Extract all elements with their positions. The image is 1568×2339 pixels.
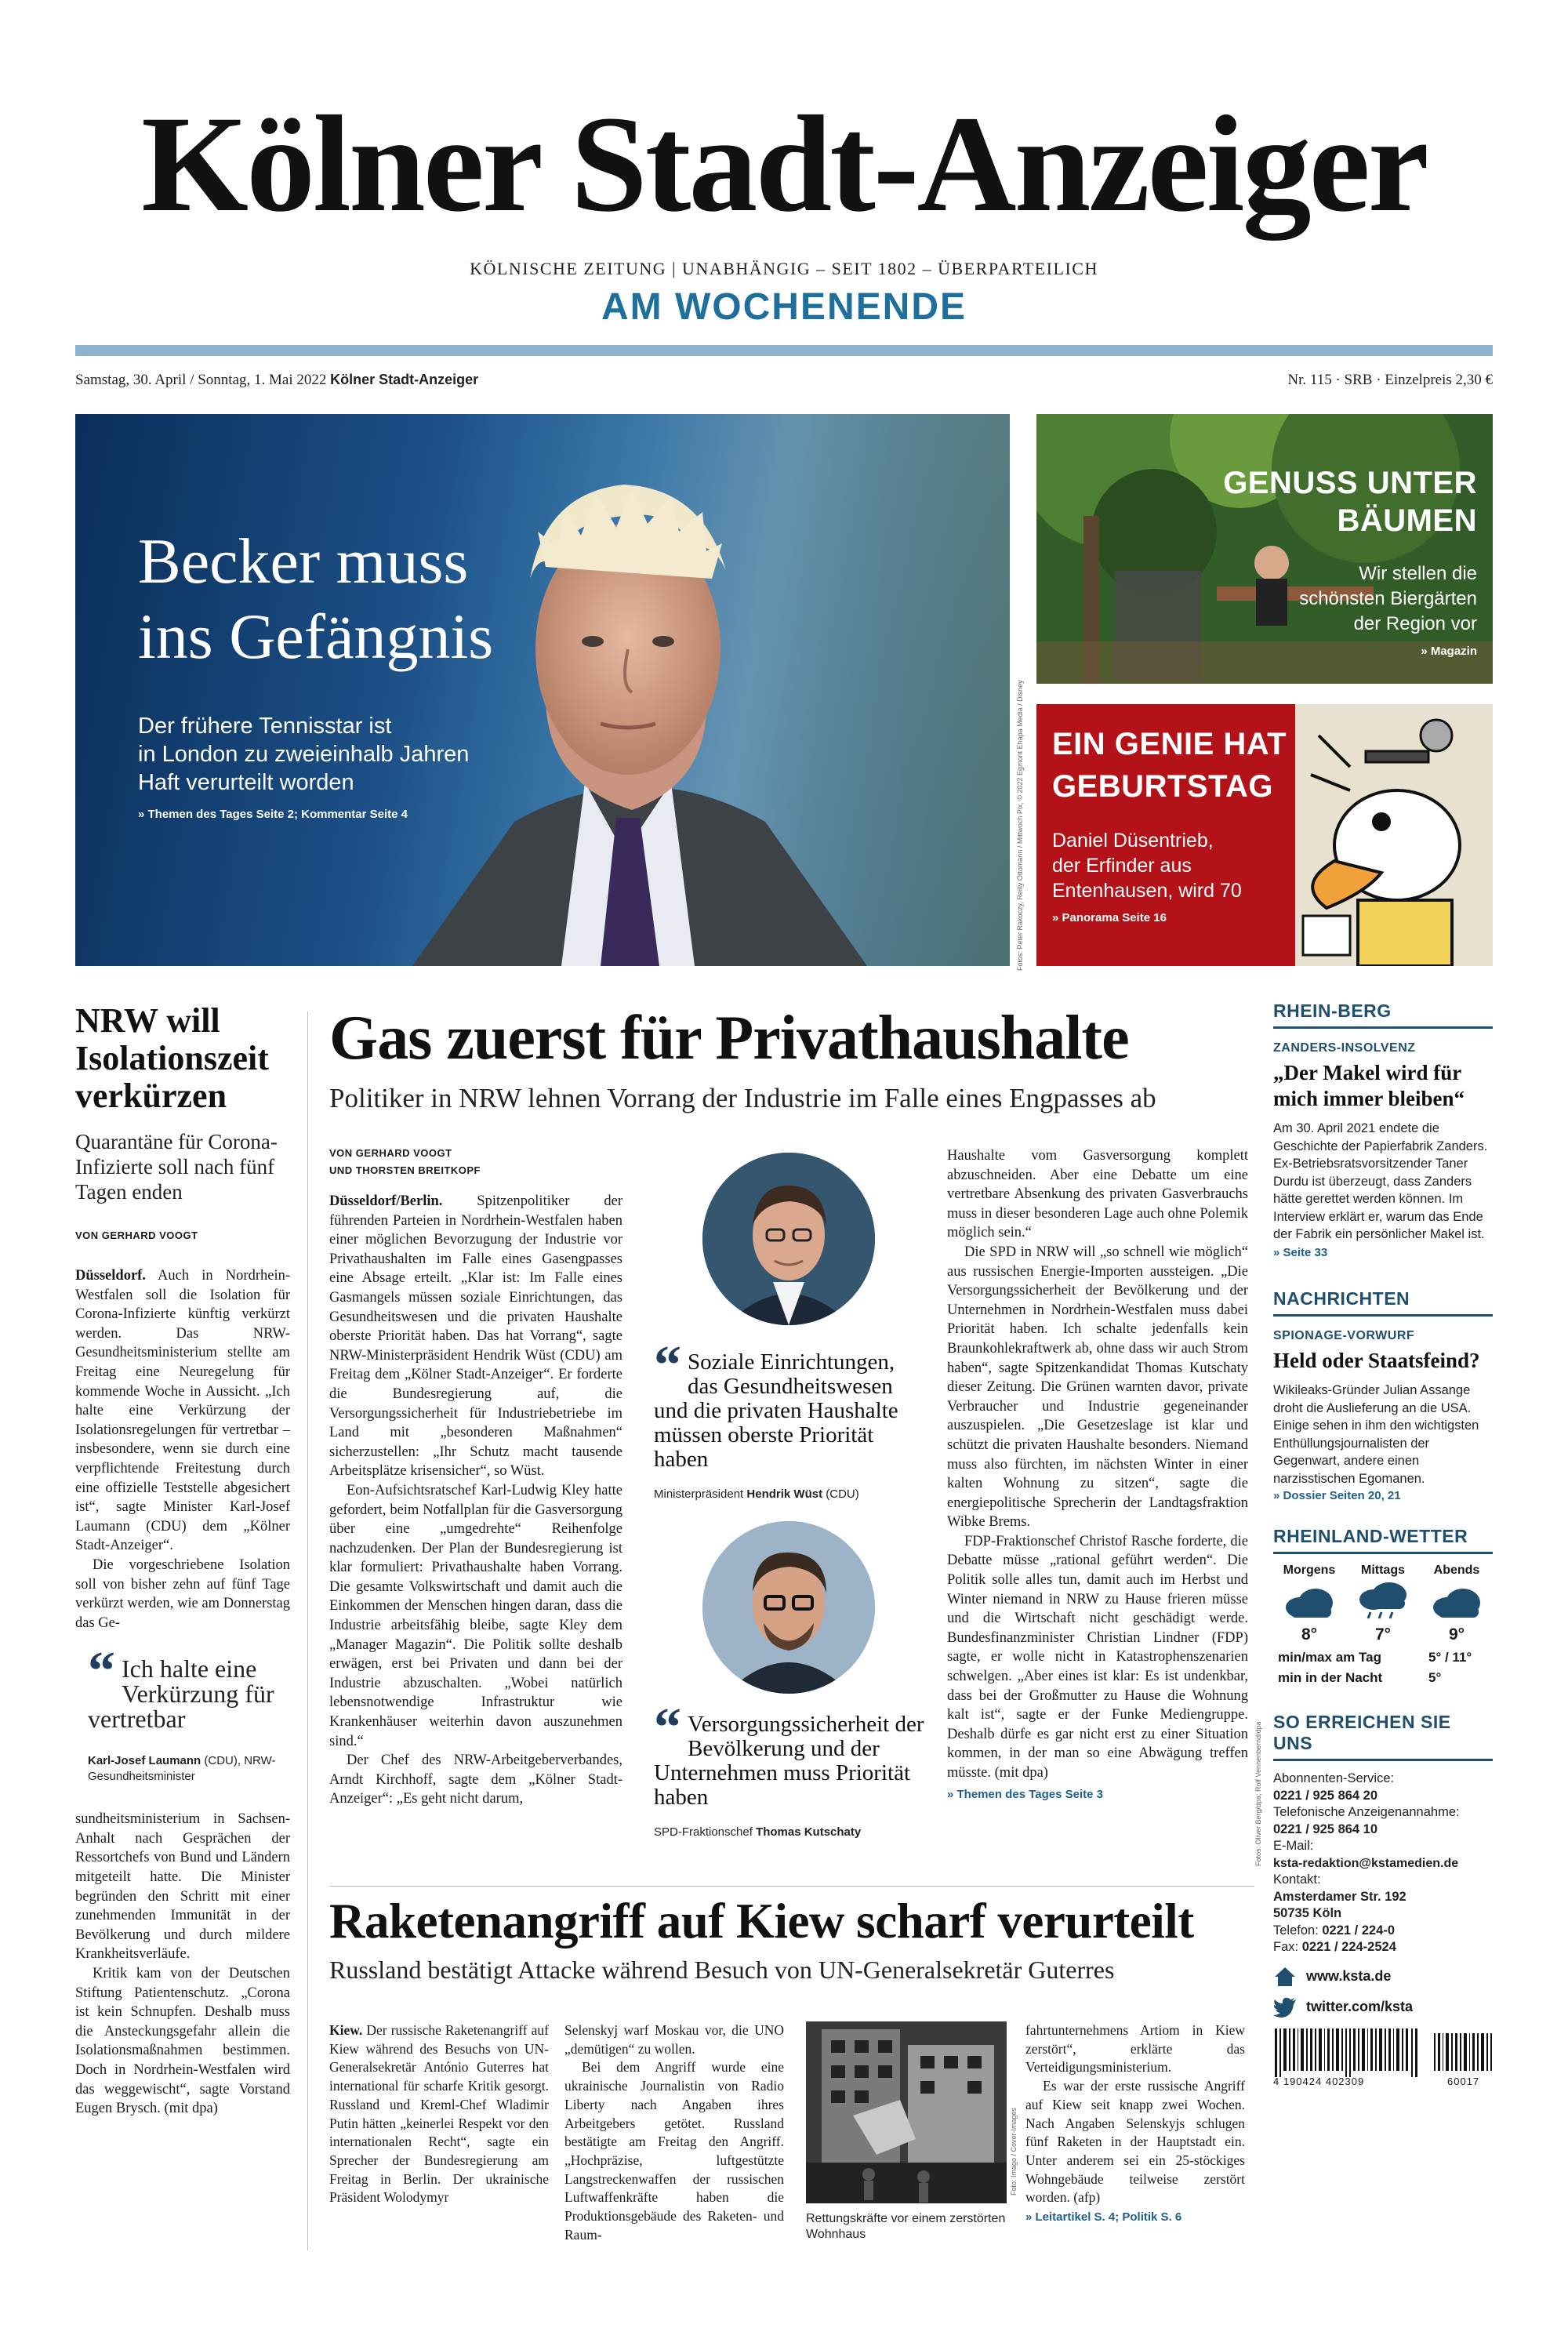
barcode-number: 4 190424 402309 — [1273, 2075, 1365, 2087]
sidebar-news-text: Wikileaks-Gründer Julian Assange droht die Auslieferung an die USA. Einige sehen in ihm den wichtigsten Enthüllungsjournalisten der Gegenwart, andere einen narzisstischen Egomanen. — [1273, 1383, 1479, 1486]
promo-biergarten-text-1: Wir stellen die — [1359, 563, 1477, 584]
main-story-dateline: Düsseldorf/Berlin. — [329, 1193, 443, 1209]
kyiv-story-deck: Russland bestätigt Attacke während Besuch von UN-Generalsekretär Guterres — [329, 1956, 1115, 1984]
biergarten-photo — [1036, 414, 1493, 684]
hero-headline — [138, 524, 493, 674]
sidebar-rheinberg-kicker: ZANDERS-INSOLVENZ — [1273, 1041, 1416, 1055]
quote-mark-icon: “ — [88, 1641, 115, 1702]
promo-duesentrieb-text — [1052, 828, 1242, 903]
kyiv-story-ref[interactable]: » Leitartikel S. 4; Politik S. 6 — [1025, 2210, 1182, 2225]
promo-biergarten-ref[interactable]: » Magazin — [1421, 645, 1477, 658]
weather-period-label: Mittags — [1361, 1564, 1405, 1577]
column-divider — [307, 1012, 308, 2250]
left-story-deck: Quarantäne für Corona-Infizierte soll nach fünf Tagen enden — [75, 1130, 278, 1204]
hero-teaser-line-3: Haft verurteilt worden — [138, 770, 354, 795]
main-story-p6: FDP-Fraktionschef Christof Rasche forderte, die Debatte müsse „rational geführt werden“. Die Politik solle alles tun, damit auch im Herbst und Winter niemand in NRW zu Hause frieren müsse und die Wirtschaft nicht geschädigt werde. Bundesfinanzminister Christian Lindner (FDP) sagte, er wolle nicht in Katastrophenszenarien schwelgen. „Aber eines ist klar: Es ist undenkbar, dass bei der Großmutter zu Hause die Wohnung kalt ist“, sagte er der Funke Mediengruppe. Deshalb dürfe es gar nicht erst zu einer Situation kommen, in der man so eine Abwägung treffen müsste. (mit dpa) — [947, 1533, 1248, 1781]
quote-wuest-text: Soziale Einrichtungen, das Gesundheitswesen und die privaten Haushalte müssen oberste Priorität haben — [654, 1349, 898, 1472]
kyiv-story-p5: Es war der erste russische Angriff auf Kiew seit knapp zwei Wochen. Nach Angaben Selenskyjs schlugen fünf Raketen in der Hauptstadt ein. Unter anderem sei ein 25-stöckiges Wohngebäude teilweise zerstört worden. (afp) — [1025, 2078, 1245, 2206]
weather-period-label: Abends — [1433, 1564, 1480, 1577]
promo-biergarten-title-1: GENUSS UNTER — [1223, 466, 1477, 500]
sidebar-rule — [1273, 1759, 1493, 1761]
cloud-icon — [1279, 1582, 1339, 1622]
issue-date: Samstag, 30. April / Sonntag, 1. Mai 2022 — [75, 372, 327, 388]
contact-label: Kontakt: — [1273, 1872, 1321, 1887]
barcode-bars — [1273, 2028, 1493, 2077]
weather-period-label: Morgens — [1283, 1564, 1336, 1577]
weather-temp: 9° — [1448, 1625, 1465, 1643]
promo-duesentrieb-ref[interactable]: » Panorama Seite 16 — [1052, 911, 1167, 924]
main-story-p2: Eon-Aufsichtsratschef Karl-Ludwig Kley hatte gefordert, beim Notfallplan für die Gasversorgung über eine „umgedrehte“ Reihenfolge nachzudenken. Der Plan der Bundesregierung ist klar formuliert: Privathaushalte haben Vorrang. Die gesamte Volkswirtschaft und damit auch die Einkommen der Menschen hingen daran, dass die Industrie arbeitsfähig bleibe, sagte Kley dem „Manager Magazin“. Die Politik sollte deshalb erwägen, erst bei Privaten und dann bei der Industrie abzuschalten. „Wobei natürlich lebensnotwendige Infrastruktur wie Krankenhäuser weiterhin davon auszunehmen sind.“ — [329, 1482, 622, 1749]
sidebar-rheinberg-text — [1273, 1120, 1493, 1262]
promo-duesentrieb-text-2: der Erfinder aus — [1052, 855, 1192, 877]
sidebar-news-title[interactable]: Held oder Staatsfeind? — [1273, 1349, 1480, 1372]
abo-phone[interactable]: 0221 / 925 864 20 — [1273, 1788, 1378, 1803]
promo-duesentrieb-title — [1052, 723, 1287, 808]
left-story-body-1 — [75, 1266, 290, 1633]
issue-info: Nr. 115 · SRB · Einzelpreis 2,30 € — [1287, 372, 1493, 388]
main-story-p5: Die SPD in NRW will „so schnell wie möglich“ aus russischen Energie-Importen aussteigen. „Die Versorgungssicherheit der Bevölkerung und der Unternehmen in Nordrhein-Westfalen muss dabei Priorität haben. Ich schalte jedenfalls kein Braunkohlekraftwerk ab, ohne dass wir auch Strom haben“, sagte Spitzenkandidat Thomas Kutschaty dieser Zeitung. Die Grünen warnten davor, private Verbraucher und Industrie gegeneinander auszuspielen. „Die Gesetzeslage ist klar und schützt die privaten Haushalte besonders. Niemand muss also fürchten, im nächsten Winter in einer kalten Wohnung zu sitzen“, sagte die energiepolitische Sprecherin der Landtagsfraktion Wibke Brems. — [947, 1244, 1248, 1531]
sidebar-rheinberg-title[interactable]: „Der Makel wird für mich immer bleiben“ — [1273, 1061, 1465, 1110]
fax-label: Fax: — [1273, 1940, 1302, 1954]
quote-wuest-name: Hendrik Wüst — [746, 1487, 823, 1501]
main-story-col-3 — [947, 1146, 1248, 1801]
contact-city: 50735 Köln — [1273, 1906, 1342, 1920]
hero-photo-credit: Fotos: Peter Rakoczy, Reilly Ottomann / Mittwoch Pix, © 2022 Egmont Ehapa Media / Disney — [1016, 680, 1024, 971]
kyiv-story-p2: Selenskyj warf Moskau vor, die UNO „demütigen“ zu wollen. — [564, 2022, 784, 2057]
hero-refs[interactable]: » Themen des Tages Seite 2; Kommentar Seite 4 — [138, 808, 408, 821]
left-story-p1: Auch in Nordrhein-Westfalen soll die Isolation für Corona-Infizierte künftig verkürzt werden. Das NRW-Gesundheitsministerium stellte am Freitag eine Neuregelung für kommende Woche in Aussicht. „Ich halte eine Verkürzung der Isolationsregelungen für vertretbar – insbesondere, wenn sie durch eine verpflichtende Freitestung durch eine offizielle Teststelle abgesichert ist“, sagte Minister Karl-Josef Laumann (CDU) dem „Kölner Stadt-Anzeiger“. — [75, 1268, 290, 1554]
quote-wuest-party: (CDU) — [822, 1487, 859, 1501]
sidebar-news-kicker: SPIONAGE-VORWURF — [1273, 1329, 1415, 1342]
promo-biergarten-text-2: schönsten Biergärten — [1299, 588, 1477, 609]
promo-duesentrieb-title-1: EIN GENIE HAT — [1052, 727, 1287, 761]
kyiv-story-col-2 — [564, 2021, 784, 2244]
left-story-headline[interactable]: NRW will Isolationszeit verkürzen — [75, 1001, 269, 1115]
weather-night-value: 5° — [1428, 1670, 1442, 1685]
cloud-icon — [1427, 1582, 1486, 1622]
kyiv-story — [329, 1891, 1270, 1985]
abo-label: Abonnenten-Service: — [1273, 1771, 1395, 1785]
hero-becker[interactable] — [75, 414, 1010, 966]
main-story-p1: Spitzenpolitiker der führenden Parteien in Nordrhein-Westfalen haben einer möglichen Bevorzugung der Industrie vor Privathaushalten im Falle eines Gasengpasses eine Absage erteilt. „Klar ist: Im Falle eines Gasmangels müssen soziale Einrichtungen, das Gesundheitswesen und die privaten Haushalte oberste Priorität haben. Das hat Vorrang“, sagte NRW-Ministerpräsident Hendrik Wüst (CDU) am Freitag dem „Kölner Stadt-Anzeiger“. Er forderte die Bundesregierung auf, die Versorgungssicherheit für Industriebetriebe im Land mit „besonderen Maßnahmen“ sicherzustellen: „Ihr Schutz macht tausende Arbeitsplätze krisensicher“, so Wüst. — [329, 1193, 622, 1480]
promo-duesentrieb-title-2: GEBURTSTAG — [1052, 769, 1274, 804]
weather-morning — [1276, 1564, 1342, 1644]
contact-street: Amsterdamer Str. 192 — [1273, 1889, 1406, 1904]
sidebar-weather-heading: RHEINLAND-WETTER — [1273, 1526, 1468, 1546]
promo-biergarten-text — [1299, 561, 1477, 637]
main-story-byline — [329, 1145, 622, 1179]
left-story-p4: Kritik kam von der Deutschen Stiftung Patientenschutz. „Corona ist kein Schnupfen. Deshalb muss die Ansteckungsgefahr allein die Isolationsmaßnahmen bestimmen. Doch in Nordrhein-Westfalen wird das weggewischt“, sagte Vorstand Eugen Brysch. (mit dpa) — [75, 1966, 290, 2117]
main-story-byline-1: VON GERHARD VOOGT — [329, 1147, 452, 1159]
barcode — [1273, 2028, 1493, 2090]
quote-kutschaty — [654, 1698, 925, 1810]
website-link[interactable] — [1273, 1966, 1493, 1988]
main-story-p3: Der Chef des NRW-Arbeitgeberverbandes, Arndt Kirchhoff, sagte dem „Kölner Stadt-Anzeiger“: „Es geht nicht darum, — [329, 1752, 622, 1807]
sidebar-rule — [1273, 1026, 1493, 1029]
contact-block — [1273, 1771, 1493, 1956]
main-story-col-1 — [329, 1145, 622, 1809]
left-story-p3: sundheitsministerium in Sachsen-Anhalt nach Gesprächen der Ressortchefs von Bund und Ländern mitgeteilt hatte. Die Minister begründen den Schritt mit einer zunehmenden Immunität in der Bevölkerung und durch mildere Krankheitsverläufe. — [75, 1811, 290, 1963]
kyiv-story-dateline: Kiew. — [329, 2022, 363, 2038]
left-story-quote-role: (CDU), NRW-Gesundheitsminister — [88, 1754, 276, 1784]
kyiv-story-col-1 — [329, 2021, 549, 2207]
quote-wuest-role: Ministerpräsident — [654, 1487, 747, 1501]
email-label: E-Mail: — [1273, 1839, 1314, 1853]
left-story-body-2 — [75, 1810, 290, 2119]
kyiv-photo — [806, 2021, 1007, 2203]
sidebar-contact-heading: SO ERREICHEN SIE UNS — [1273, 1712, 1451, 1753]
masthead-title: Kölner Stadt-Anzeiger — [141, 88, 1427, 241]
promo-duesentrieb-text-1: Daniel Düsentrieb, — [1052, 830, 1214, 852]
email-address[interactable]: ksta-redaktion@kstamedien.de — [1273, 1856, 1459, 1870]
hero-teaser-line-2: in London zu zweieinhalb Jahren — [138, 742, 470, 767]
masthead-rule — [75, 345, 1493, 356]
sidebar-rheinberg-body: Am 30. April 2021 endete die Geschichte der Papierfabrik Zanders. Ex-Betriebsratsvorsitzender Taner Durdu ist überzeugt, dass Zanders hätte gerettet werden können. Im Interview erklärt er, warum das Ende der Fabrik ein persönlicher Makel ist. — [1273, 1121, 1488, 1241]
promo-biergarten[interactable] — [1036, 414, 1493, 684]
kyiv-story-headline[interactable]: Raketenangriff auf Kiew scharf verurteilt — [329, 1894, 1194, 1949]
barcode-addon: 60017 — [1447, 2075, 1480, 2087]
kyiv-story-p3: Bei dem Angriff wurde eine ukrainische Journalistin von Radio Liberty nach Angaben ihres Arbeitgebers getötet. Russland bestätigte am Freitag den Angriff. „Hochpräzise, luftgestützte Langstreckenwaffen der russischen Luftwaffenkräfte haben die Produktionsgebäude des Raketen- und Raum- — [564, 2059, 784, 2243]
masthead-subtitle: KÖLNISCHE ZEITUNG | UNABHÄNGIG – SEIT 1802 – ÜBERPARTEILICH — [470, 259, 1098, 278]
main-story-photo-credit: Fotos: Oliver Berg/dpa; Rolf Vennenbernd/dpa — [1254, 1721, 1262, 1866]
dateline — [75, 372, 859, 389]
hero-teaser-line-1: Der frühere Tennisstar ist — [138, 714, 392, 739]
sidebar-rule — [1273, 1552, 1493, 1554]
quote-kutschaty-name: Thomas Kutschaty — [756, 1825, 862, 1839]
left-story-p2: Die vorgeschriebene Isolation soll von bisher zehn auf fünf Tage verkürzt werden, wie am Donnerstag das Ge- — [75, 1556, 290, 1631]
quote-mark-icon: “ — [654, 1335, 681, 1396]
weather-day-label: min/max am Tag — [1278, 1650, 1381, 1665]
edition-label: AM WOCHENENDE — [601, 286, 967, 328]
weather-grid — [1273, 1564, 1493, 1644]
main-story-deck: Politiker in NRW lehnen Vorrang der Industrie im Falle eines Engpasses ab — [329, 1083, 1156, 1113]
main-story-ref[interactable]: » Themen des Tages Seite 3 — [947, 1787, 1103, 1801]
hero-headline-line-1: Becker muss — [138, 525, 469, 597]
quote-wuest — [654, 1335, 925, 1472]
weather-temp: 8° — [1301, 1625, 1318, 1643]
promo-biergarten-text-3: der Region vor — [1353, 613, 1477, 634]
weather-temp: 7° — [1374, 1625, 1392, 1643]
quote-mark-icon: “ — [654, 1698, 681, 1758]
hero-teaser — [138, 712, 469, 797]
rain-cloud-icon — [1353, 1582, 1413, 1622]
portrait-wuest — [702, 1153, 875, 1325]
sidebar-rheinberg-ref[interactable]: » Seite 33 — [1273, 1245, 1328, 1259]
quote-kutschaty-attribution — [654, 1825, 925, 1839]
twitter-bird-icon — [1273, 1997, 1297, 2018]
promo-duesentrieb-text-3: Entenhausen, wird 70 — [1052, 880, 1242, 902]
kyiv-story-p4: fahrtunternehmens Artiom in Kiew zerstört“, erklärte das Verteidigungsministerium. — [1025, 2022, 1245, 2076]
quote-kutschaty-role: SPD-Fraktionschef — [654, 1825, 757, 1839]
weather-day-value: 5° / 11° — [1428, 1650, 1472, 1665]
weather-evening — [1424, 1564, 1490, 1644]
tel-label: Telefon: — [1273, 1923, 1323, 1938]
home-icon — [1273, 1966, 1297, 1988]
weather-night-label: min in der Nacht — [1278, 1670, 1383, 1685]
story-divider — [329, 1886, 1254, 1887]
sidebar — [1273, 1001, 1493, 2090]
sidebar-rheinberg-heading: RHEIN-BERG — [1273, 1001, 1392, 1021]
hero-headline-line-2: ins Gefängnis — [138, 601, 494, 672]
left-story-quote-name: Karl-Josef Laumann — [88, 1754, 201, 1768]
left-story-byline: VON GERHARD VOOGT — [75, 1229, 198, 1241]
main-story-p4: Haushalte vom Gasversorgung komplett abzuschneiden. Aber eine Debatte um eine vertretbare Absenkung des privaten Gasverbrauchs muss in dieser besonderen Lage auch ohne Polemik möglich sein.“ — [947, 1148, 1248, 1241]
promo-duesentrieb[interactable] — [1036, 704, 1493, 966]
kyiv-photo-caption: Rettungskräfte vor einem zerstörten Wohnhaus — [806, 2212, 1006, 2241]
sidebar-rule — [1273, 1314, 1493, 1317]
left-story-quote — [75, 1641, 290, 1785]
main-story-byline-2: UND THORSTEN BREITKOPF — [329, 1164, 481, 1176]
tel-number[interactable]: 0221 / 224-0 — [1322, 1923, 1396, 1938]
ads-phone[interactable]: 0221 / 925 864 10 — [1273, 1821, 1378, 1836]
kyiv-story-col-4 — [1025, 2021, 1245, 2224]
left-story-dateline: Düsseldorf. — [75, 1268, 146, 1284]
masthead — [0, 0, 1568, 388]
kyiv-photo-credit: Foto: Imago / Cover-Images — [1010, 2107, 1018, 2196]
ads-label: Telefonische Anzeigenannahme: — [1273, 1805, 1460, 1819]
main-story-quotes — [654, 1153, 925, 1839]
promo-biergarten-title-2: BÄUMEN — [1337, 503, 1477, 538]
hero-photo — [75, 414, 1010, 966]
paper-name: Kölner Stadt-Anzeiger — [330, 372, 479, 387]
main-story-headline[interactable]: Gas zuerst für Privathaushalte — [329, 1004, 1129, 1073]
twitter-handle[interactable]: twitter.com/ksta — [1306, 1999, 1414, 2014]
left-story — [75, 1002, 290, 2119]
weather-noon — [1350, 1564, 1416, 1644]
portrait-kutschaty — [702, 1521, 875, 1694]
fax-number: 0221 / 224-2524 — [1301, 1940, 1396, 1954]
quote-wuest-attribution — [654, 1487, 925, 1501]
left-story-quote-text: Ich halte eine Verkürzung für vertretbar — [88, 1654, 274, 1734]
website-url[interactable]: www.ksta.de — [1306, 1968, 1392, 1984]
twitter-link[interactable] — [1273, 1997, 1493, 2018]
promo-biergarten-title — [1223, 464, 1477, 539]
weather-minmax — [1273, 1647, 1493, 1688]
kyiv-story-p1: Der russische Raketenangriff auf Kiew während des Besuchs von UN-Generalsekretär António Guterres hat international für scharfe Kritik gesorgt. Russland und Kreml-Chef Wladimir Putin hätten „keinerlei Respekt vor den internationalen Recht“, sagte ein Sprecher der Bundesregierung am Freitag in Berlin. Der ukrainische Präsident Wolodymyr — [329, 2022, 549, 2206]
main-story — [329, 1002, 1270, 1115]
sidebar-news-heading: NACHRICHTEN — [1273, 1288, 1410, 1309]
kyiv-photo-block — [806, 2021, 1007, 2243]
sidebar-news-ref[interactable]: » Dossier Seiten 20, 21 — [1273, 1489, 1401, 1502]
quote-kutschaty-text: Versorgungssicherheit der Bevölkerung und der Unternehmen muss Priorität haben — [654, 1712, 924, 1810]
